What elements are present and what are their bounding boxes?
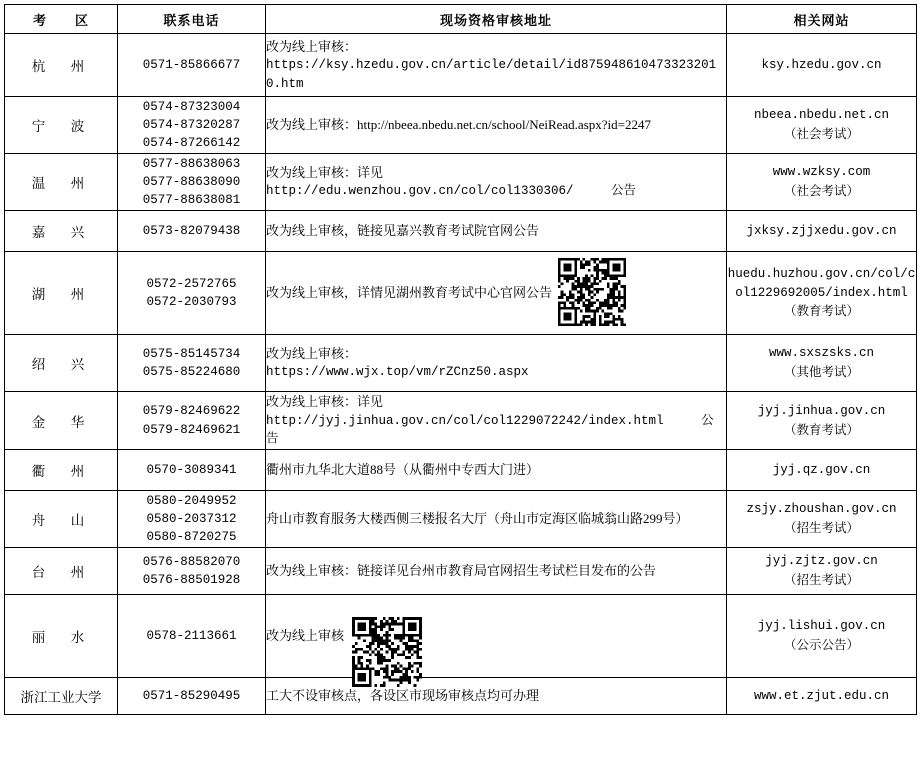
cell-website [727,678,917,715]
address-line: http://edu.wenzhou.gov.cn/col/col1330306/ 公告 [266,184,637,199]
cell-phone [118,548,266,595]
table-header-row [5,5,917,34]
cell-district: 宁 波 [5,97,118,154]
website-url[interactable]: www.sxszsks.cn [768,346,875,361]
address-line: 改为线上审核：http://nbeea.nbedu.net.cn/school/NeiRead.aspx?id=2247 [266,117,651,133]
cell-district: 金 华 [5,392,118,450]
address-line: 衢州市九华北大道88号（从衢州中专西大门进） [266,462,540,478]
cell-website [727,595,917,678]
qr-code-container [558,258,626,333]
cell-phone [118,97,266,154]
phone-number: 0580-8720275 [146,530,237,545]
cell-website [727,450,917,491]
address-line: 改为线上审核，详情见湖州教育考试中心官网公告 [266,285,553,301]
cell-phone [118,678,266,715]
website-url[interactable]: zsjy.zhoushan.gov.cn [746,502,897,517]
address-line: https://www.wjx.top/vm/rZCnz50.aspx [266,365,529,380]
cell-website [727,548,917,595]
table-row [5,34,917,97]
address-line: 改为线上审核： [266,38,358,54]
table-row [5,548,917,595]
cell-website [727,392,917,450]
cell-website [727,491,917,548]
table-row [5,211,917,252]
cell-address [266,595,727,678]
table-row [5,252,917,335]
table-row [5,154,917,211]
phone-number: 0574-87323004 [142,99,241,114]
phone-number: 0577-88638081 [142,193,241,208]
phone-number: 0574-87320287 [142,117,241,132]
phone-number: 0579-82469622 [142,404,241,419]
cell-website [727,97,917,154]
address-line: http://jyj.jinhua.gov.cn/col/col1229072242/index.html 公告 [266,413,714,447]
cell-district: 嘉 兴 [5,211,118,252]
table-body [5,34,917,715]
cell-address [266,154,727,211]
phone-number: 0572-2030793 [146,295,237,309]
qr-code-image [352,617,422,687]
cell-website [727,211,917,252]
website-note: （招生考试） [783,573,859,587]
phone-number: 0573-82079438 [142,223,241,238]
address-line: 改为线上审核，链接见嘉兴教育考试院官网公告 [266,223,540,239]
website-url[interactable]: www.wzksy.com [772,165,871,180]
phone-number: 0576-88501928 [142,573,241,587]
header-phone: 联系电话 [118,5,266,34]
cell-district: 温 州 [5,154,118,211]
cell-district: 丽 水 [5,595,118,678]
cell-address [266,392,727,450]
address-line: 改为线上审核：详见 [266,164,384,180]
cell-address [266,491,727,548]
qr-code-container [352,617,422,694]
cell-district: 舟 山 [5,491,118,548]
cell-district: 衢 州 [5,450,118,491]
cell-district: 浙江工业大学 [5,678,118,715]
cell-phone [118,392,266,450]
header-website: 相关网站 [727,5,917,34]
phone-number: 0575-85224680 [142,365,241,379]
cell-address [266,450,727,491]
phone-number: 0580-2049952 [146,493,237,508]
table-row [5,392,917,450]
table-row [5,450,917,491]
cell-address [266,678,727,715]
phone-number: 0580-2037312 [146,511,237,526]
address-line: https://ksy.hzedu.gov.cn/article/detail/id8759486104733232010.htm [266,58,717,91]
cell-district: 台 州 [5,548,118,595]
website-note: （招生考试） [783,521,859,535]
phone-number: 0571-85290495 [142,688,241,703]
qr-code-image [558,258,626,326]
website-note: （社会考试） [783,184,859,198]
address-line: 改为线上审核：详见 [266,394,384,409]
cell-phone [118,211,266,252]
cell-website [727,335,917,392]
address-line: 工大不设审核点，各设区市现场审核点均可办理 [266,688,540,704]
phone-number: 0574-87266142 [142,136,241,151]
website-note: （社会考试） [783,127,859,141]
address-line: 改为线上审核： [266,345,358,361]
website-url[interactable]: nbeea.nbedu.net.cn [753,108,890,123]
exam-district-table [4,4,917,715]
website-note: （教育考试） [783,422,859,437]
phone-number: 0570-3089341 [146,462,237,477]
header-address: 现场资格审核地址 [266,5,727,34]
cell-phone [118,154,266,211]
cell-phone [118,491,266,548]
cell-district: 湖 州 [5,252,118,335]
cell-website [727,252,917,335]
website-url[interactable]: huedu.huzhou.gov.cn/col/col1229692005/index.html [727,266,916,300]
cell-address [266,34,727,97]
cell-phone [118,595,266,678]
address-line: 舟山市教育服务大楼西侧三楼报名大厅（舟山市定海区临城翁山路299号） [266,511,689,527]
website-url[interactable]: jyj.jinhua.gov.cn [757,403,886,418]
table-row [5,97,917,154]
cell-website [727,154,917,211]
phone-number: 0576-88582070 [142,554,241,569]
website-note: （公示公告） [783,638,859,652]
website-url[interactable]: jyj.zjtz.gov.cn [765,554,878,569]
cell-address [266,97,727,154]
phone-number: 0579-82469621 [142,422,241,437]
phone-number: 0578-2113661 [146,628,237,643]
table-row [5,335,917,392]
website-note: （其他考试） [783,365,859,379]
phone-number: 0572-2572765 [146,276,237,291]
address-line: 改为线上审核 [266,628,345,644]
cell-address [266,335,727,392]
cell-phone [118,252,266,335]
table-row [5,595,917,678]
cell-phone [118,335,266,392]
cell-phone [118,34,266,97]
phone-number: 0571-85866677 [142,57,241,72]
website-url[interactable]: jyj.qz.gov.cn [772,462,871,477]
website-note: （教育考试） [783,304,859,319]
phone-number: 0575-85145734 [142,346,241,361]
website-url[interactable]: jxksy.zjjxedu.gov.cn [746,223,897,238]
website-url[interactable]: ksy.hzedu.gov.cn [761,57,882,72]
cell-district: 杭 州 [5,34,118,97]
table-row [5,491,917,548]
table-row [5,678,917,715]
website-url[interactable]: jyj.lishui.gov.cn [757,619,886,634]
phone-number: 0577-88638090 [142,174,241,189]
cell-address [266,548,727,595]
website-url[interactable]: www.et.zjut.edu.cn [753,688,890,703]
address-line: 改为线上审核：链接详见台州市教育局官网招生考试栏目发布的公告 [266,563,657,579]
cell-address [266,252,727,335]
cell-address [266,211,727,252]
cell-website [727,34,917,97]
cell-district: 绍 兴 [5,335,118,392]
header-district: 考 区 [5,5,118,34]
phone-number: 0577-88638063 [142,156,241,171]
cell-phone [118,450,266,491]
